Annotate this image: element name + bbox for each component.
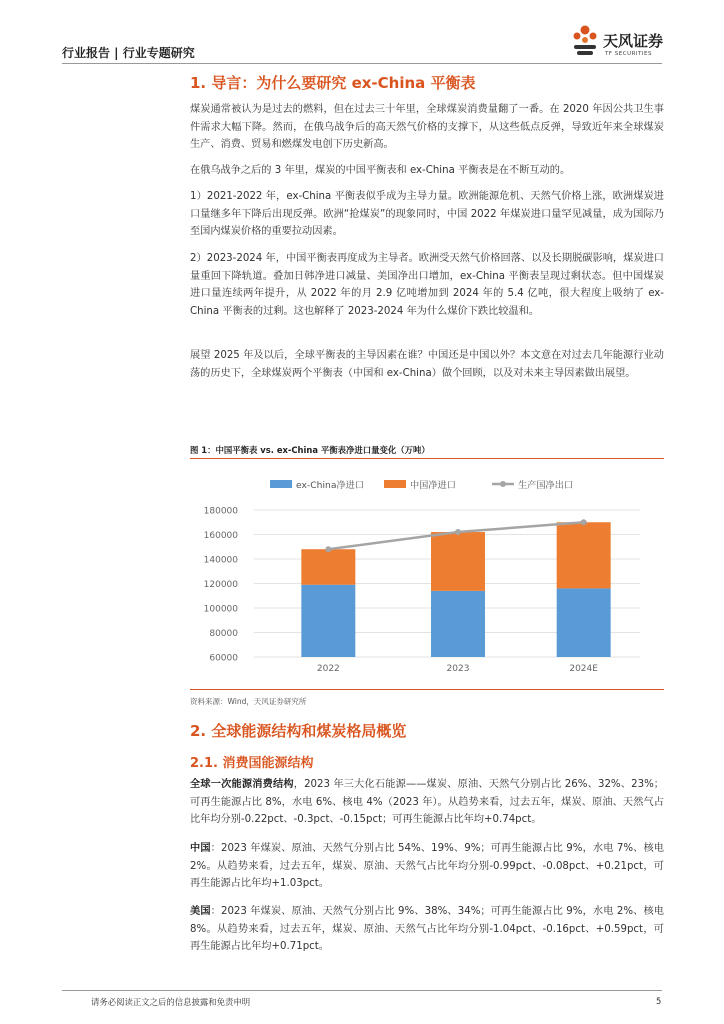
- section-1-title: 1. 导言：为什么要研究 ex-China 平衡表: [190, 74, 476, 92]
- line-point: [455, 529, 461, 535]
- header-divider: [62, 63, 662, 64]
- bar-ex-china: [557, 588, 611, 657]
- page-number: 5: [656, 996, 662, 1006]
- figure-top-rule: [190, 458, 664, 459]
- y-tick-label: 100000: [203, 604, 238, 615]
- y-tick-label: 60000: [209, 653, 238, 664]
- logo-cn-text: 天风证券: [603, 32, 664, 50]
- bar-ex-china: [301, 585, 355, 657]
- paragraph-interaction: 在俄乌战争之后的 3 年里，煤炭的中国平衡表和 ex-China 平衡表是在不断互动的。: [190, 165, 571, 176]
- us-label: 美国: [190, 906, 211, 917]
- paragraph-period-1: 1）2021-2022 年，ex-China 平衡表似乎成为主导力量。欧洲能源危机、天然气价格上涨，欧洲煤炭进口量继多年下降后出现反弹。欧洲“抢煤炭”的现象同时，中国 2022 年煤炭进口量罕见减量，成为国际乃至国内煤炭价格的重要拉动因素。: [190, 191, 664, 238]
- figure-source: 资料来源：Wind，天风证券研究所: [190, 697, 307, 706]
- paragraph-period-2: 2）2023-2024 年，中国平衡表再度成为主导者。欧洲受天然气价格回落、以及长期脱碳影响，煤炭进口量重回下降轨道。叠加日韩净进口减量、美国净出口增加，ex-China 平衡表呈现过剩状态。但中国煤炭进口量连续两年提升，从 2022 年的月 2.9 亿吨增加到 2024 年的 5.4 亿吨，很大程度上吸纳了 ex-China 平衡表的过剩。这也解释了 2023-2024 年为什么煤价下跌比较温和。: [190, 253, 664, 317]
- line-point: [581, 519, 587, 525]
- net-import-chart: [190, 460, 664, 688]
- tf-logo-icon: [569, 24, 603, 60]
- legend-label: ex-China净进口: [296, 480, 365, 491]
- bar-china: [557, 522, 611, 588]
- paragraph-intro: 煤炭通常被认为是过去的燃料，但在过去三十年里，全球煤炭消费量翻了一番。在 2020 年因公共卫生事件需求大幅下降。然而，在俄乌战争后的高天然气价格的支撑下，从这些低点反弹，导致近年来全球煤炭生产、消费、贸易和燃煤发电创下历史新高。: [190, 104, 664, 151]
- china-text: ：2023 年煤炭、原油、天然气分别占比 54%、19%、9%；可再生能源占比 9%，水电 7%、核电 2%。从趋势来看，过去五年，煤炭、原油、天然气占比年均分别-0.99pct、-0.08pct、+0.21pct，可再生能源占比年均+1.03pct。: [190, 843, 664, 890]
- bar-china: [431, 532, 485, 591]
- paragraph-global-structure: [190, 776, 664, 829]
- footer-disclaimer: 请务必阅读正文之后的信息披露和免责申明: [91, 997, 251, 1007]
- footer-divider: [62, 990, 662, 991]
- bar-china: [301, 549, 355, 585]
- legend-label: 中国净进口: [410, 480, 456, 491]
- line-point: [325, 546, 331, 552]
- logo-en-text: TF SECURITIES: [605, 51, 652, 57]
- y-tick-label: 180000: [203, 506, 238, 517]
- header-report-type: 行业报告 | 行业专题研究: [62, 46, 195, 60]
- us-text: ：2023 年煤炭、原油、天然气分别占比 9%、38%、34%；可再生能源占比 9%，水电 2%、核电 8%。从趋势来看，过去五年，煤炭、原油、天然气占比年均分别-1.04pct、-0.16pct、+0.59pct，可再生能源占比年均+0.71pct。: [190, 906, 664, 953]
- figure-bottom-rule: [190, 689, 664, 690]
- legend-line-marker: [500, 481, 506, 487]
- bar-ex-china: [431, 591, 485, 657]
- china-label: 中国: [190, 843, 211, 854]
- legend-swatch: [270, 480, 292, 488]
- y-tick-label: 140000: [203, 555, 238, 566]
- section-2-title: 2. 全球能源结构和煤炭格局概览: [190, 722, 407, 740]
- paragraph-outlook: 展望 2025 年及以后，全球平衡表的主导因素在谁？中国还是中国以外？本文意在对过去几年能源行业动荡的历史下，全球煤炭两个平衡表（中国和 ex-China）做个回顾，以及对未来主导因素做出展望。: [190, 350, 664, 379]
- x-tick-label: 2023: [446, 664, 470, 674]
- y-tick-label: 120000: [203, 580, 238, 590]
- legend-label: 生产国净出口: [518, 480, 574, 491]
- x-tick-label: 2022: [316, 664, 340, 674]
- legend-swatch: [384, 480, 406, 488]
- global-structure-text: ，2023 年三大化石能源——煤炭、原油、天然气分别占比 26%、32%、23%；可再生能源占比 8%，水电 6%、核电 4%（2023 年）。从趋势来看，过去五年，煤炭、原油、天然气占比年均分别-0.22pct、-0.3pct、-0.15pct；可再生能源占比年均+0.74pct。: [190, 779, 664, 826]
- section-2-1-title: 2.1. 消费国能源结构: [190, 756, 314, 771]
- company-logo: [569, 24, 673, 60]
- global-structure-label: 全球一次能源消费结构: [190, 779, 294, 790]
- paragraph-us-structure: [190, 903, 664, 956]
- y-tick-label: 80000: [209, 629, 238, 639]
- x-tick-label: 2024E: [569, 664, 598, 674]
- y-tick-label: 160000: [203, 531, 238, 541]
- paragraph-china-structure: [190, 840, 664, 893]
- figure-caption: 图 1：中国平衡表 vs. ex-China 平衡表净进口量变化（万吨）: [190, 445, 430, 455]
